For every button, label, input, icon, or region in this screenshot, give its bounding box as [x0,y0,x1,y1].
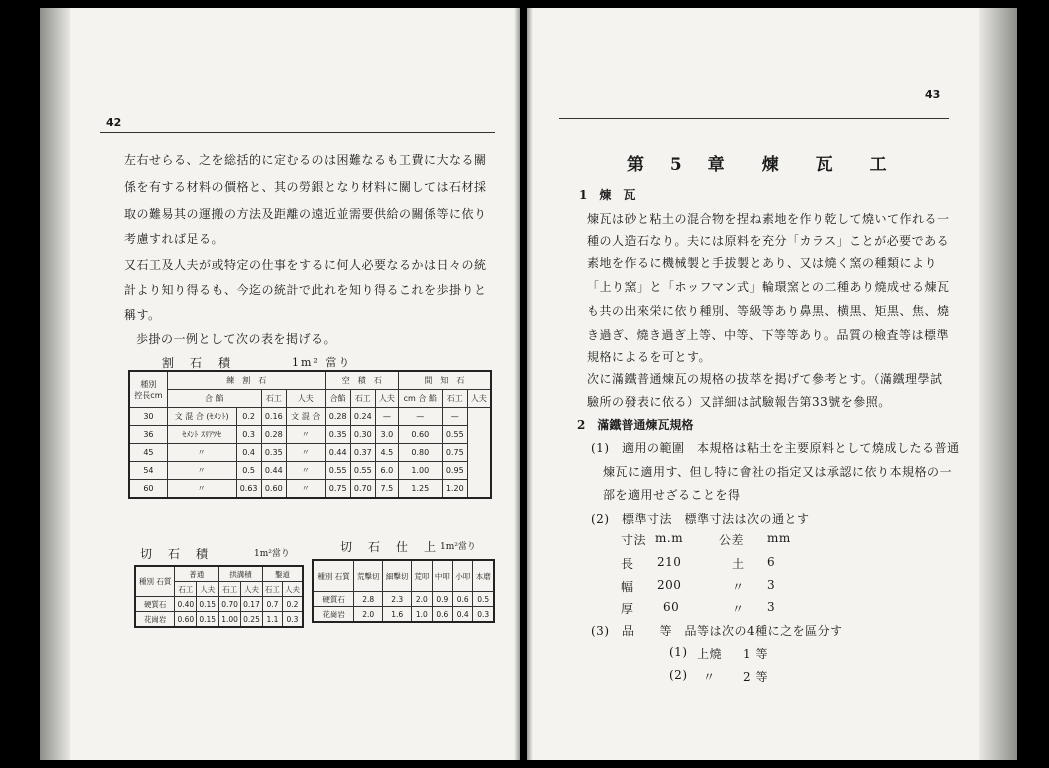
grade-num: (1) [669,645,688,659]
table1-subheader: 石工 [442,390,467,408]
table3-unit: 1m²當り [440,542,476,552]
table1-title: 割 石 積 [162,356,233,370]
right-gutter-shadow [527,8,533,760]
table1-subheader: 合餡 [325,390,350,408]
grade-name: 上燒 [697,647,723,661]
table1-subheader: cm 合 餡 [398,390,442,408]
paragraph-line: 歩掛の一例として次の表を掲げる。 [136,332,337,346]
table1-subheader: 石工 [261,390,286,408]
right-page-edge-shadow [979,8,1017,760]
dim-label: 寸法 [621,533,647,547]
dim-tol-label: 〃 [732,602,745,616]
dim-label: 厚 [621,602,634,616]
dim-label: 長 [621,557,634,571]
paragraph-line: 取の難易其の運搬の方法及距離の遠近並需要供給の關係等に依り [124,207,487,221]
table-cut-stone-masonry: 種別 石質 普通 拱溝積 鑿道 石工 人夫 石工 人夫 石工 人夫 硬質石 0.40 0.15 0.70 0.17 0.7 0.2 花崗岩 0.60 0.15 1.00 0.25 1.1 0.3 [134,565,304,628]
dim-value: m.m [655,531,684,545]
table1-group-header: 空 積 石 [325,371,398,390]
table1-subheader: 石工 [350,390,375,408]
table-row: 54 〃 0.5 0.44 〃 0.55 0.55 6.0 1.00 0.95 [129,462,491,480]
table-row: 45 〃 0.4 0.35 〃 0.44 0.37 4.5 0.80 0.75 [129,444,491,462]
table-split-stone-masonry [128,370,492,499]
table-row: 花崗岩 2.0 1.6 1.0 0.6 0.4 0.3 [313,607,494,623]
paragraph-line: 稱す。 [124,308,161,322]
dim-value: 210 [657,555,682,569]
dim-value: 60 [663,600,680,614]
paragraph-line: 種の人造石なり。夫には原料を充分「カラス」ことが必要である [587,234,950,248]
page-number-left: 42 [106,116,122,129]
table-row: 硬質石 0.40 0.15 0.70 0.17 0.7 0.2 [135,597,303,612]
grade-rank: 2 等 [743,670,768,684]
dim-tol: 3 [767,600,776,614]
table1-subheader: 人夫 [375,390,398,408]
dim-tol: 3 [767,578,776,592]
paragraph-line: 左右せらる、之を総括的に定むるのは困難なるも工費に大なる關 [124,153,487,167]
table-row: 36 ｾﾒﾝﾄ ｽﾘｱﾜｾ 0.3 0.28 〃 0.35 0.30 3.0 0.60 0.55 [129,426,491,444]
grade-name: 〃 [703,670,716,684]
left-gutter-shadow [514,8,520,760]
table-cut-stone-finish: 種別 石質 荒擊切 細擊切 荒叩 中叩 小叩 本磨 硬質石 2.8 2.3 2.0 0.9 0.6 0.5 花崗岩 2.0 1.6 1.0 0.6 0.4 0.3 [312,559,495,623]
table1-subheader: 人夫 [467,390,491,408]
grade-rank: 1 等 [743,647,768,661]
paragraph-line: 部を適用せざることを得 [603,488,741,502]
table1-corner: 種別 控長cm [129,371,167,408]
table-row: 硬質石 2.8 2.3 2.0 0.9 0.6 0.5 [313,592,494,607]
paragraph-line: 計より知り得るも、今迄の統計で此れを知り得るこれを歩掛りと [124,283,487,297]
table-row: 30 文 混 合 (ｾﾒﾝﾄ) 0.2 0.16 文 混 合 0.28 0.24 — — — [129,408,491,426]
paragraph-line: 次に滿鐵普通煉瓦の規格の拔萃を掲げて參考とす。（滿鐵理學試 [587,372,943,386]
paragraph-line: (3) 品 等 品等は次の4種に之を區分す [591,624,843,638]
paragraph-line: 又石工及人夫が或特定の仕事をするに何人必要なるかは日々の統 [124,258,487,272]
table2-unit: 1m²當り [254,549,290,559]
left-page [40,8,520,760]
paragraph-line: (2) 標準寸法 標準寸法は次の通とす [591,512,810,526]
paragraph-line: 係を有する材料の價格と、其の勞銀となり材料に關しては石材採 [124,180,487,194]
paragraph-line: 煉瓦に適用す、但し特に會社の指定又は承認に依り本規格の一 [603,465,953,479]
table1-subheader: 合 餡 [167,390,261,408]
paragraph-line: も共の出來栄に依り種別、等級等あり鼻黒、横黒、矩黒、焦、燒 [587,304,950,318]
section-heading: 2 滿鐵普通煉瓦規格 [577,418,694,432]
paragraph-line: 「上り窯」と「ホッフマン式」輪環窯との二種あり燒成せる煉瓦 [587,280,950,294]
chapter-title: 第 5 章 煉 瓦 工 [627,155,897,175]
dim-tol-label: 〃 [732,580,745,594]
left-page-edge-shadow [40,8,70,760]
paragraph-line: 規格によるを可とす。 [587,350,712,364]
section-heading: 1 煉 瓦 [579,188,636,202]
dim-value: 200 [657,578,682,592]
paragraph-line: 煉瓦は砂と粘土の混合物を捏ね素地を作り乾して燒いて作れる一 [587,212,950,226]
paragraph-line: 素地を作るに機械製と手拔製とあり、又は燒く窯の種類により [587,256,938,270]
right-page [527,8,1017,760]
grade-num: (2) [669,668,688,682]
paragraph-line: 考慮すれば足る。 [124,232,225,246]
table3-title: 切 石 仕 上 [340,540,439,554]
header-rule-right [559,118,949,119]
table1-group-header: 間 知 石 [398,371,491,390]
paragraph-line: (1) 適用の範圍 本規格は粘土を主要原料として燒成したる普通 [591,441,960,455]
dim-tol-label: 土 [732,557,745,571]
table-row: 花崗岩 0.60 0.15 1.00 0.25 1.1 0.3 [135,612,303,628]
paragraph-line: 驗所の發表に依る）又詳細は試驗報告第33號を參照。 [587,395,891,409]
table1-subheader: 人夫 [286,390,325,408]
table1-group-header: 練 割 石 [167,371,325,390]
paragraph-line: き過ぎ、燒き過ぎ上等、中等、下等等あり。品質の檢査等は標準 [587,328,950,342]
page-number-right: 43 [925,88,941,101]
dim-tol: mm [767,531,791,545]
header-rule-left [100,132,495,133]
dim-tol: 6 [767,555,776,569]
dim-label: 幅 [621,580,634,594]
table2-title: 切 石 積 [140,547,211,561]
table-row: 60 〃 0.63 0.60 〃 0.75 0.70 7.5 1.25 1.20 [129,480,491,499]
table1-unit: 1m² 當り [292,356,352,369]
dim-tol-label: 公差 [719,533,745,547]
